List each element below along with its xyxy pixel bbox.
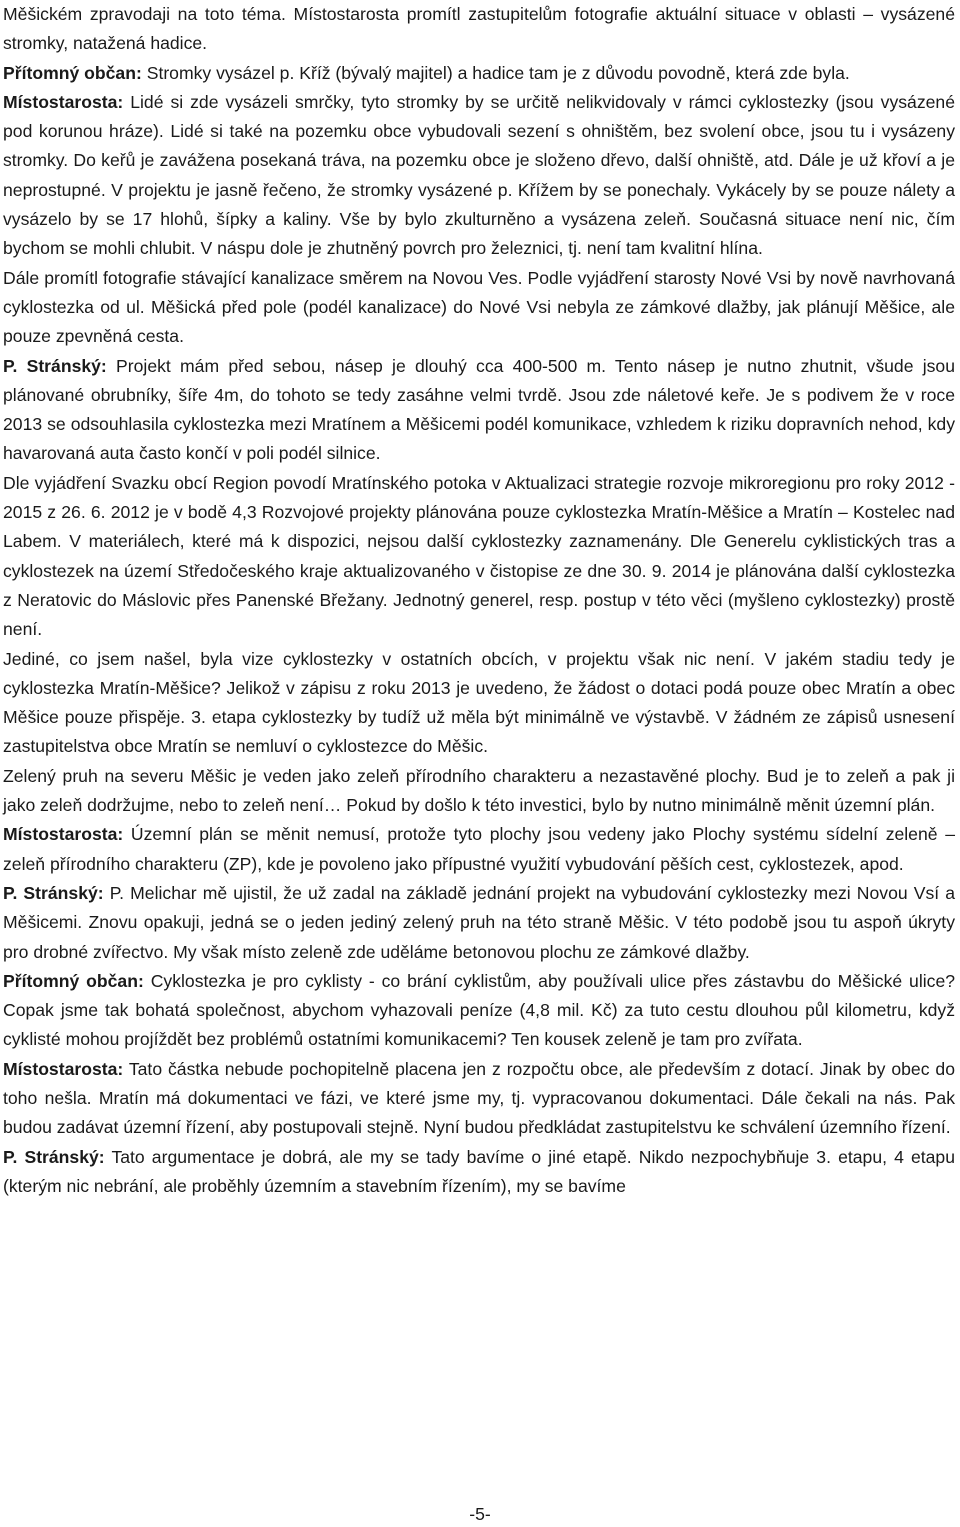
paragraph-7 — [3, 645, 955, 762]
speaker-label: Místostarosta: — [3, 1058, 124, 1079]
speaker-label: Přítomný občan: — [3, 62, 142, 83]
page-number: -5- — [469, 1504, 491, 1524]
paragraph-9 — [3, 820, 955, 879]
paragraph-text: Stromky vysázel p. Kříž (bývalý majitel) a hadice tam je z důvodu povodně, která zde byla. — [146, 62, 850, 83]
paragraph-11 — [3, 967, 955, 1055]
paragraph-text: Jediné, co jsem našel, byla vize cyklostezky v ostatních obcích, v projektu však nic není. V jakém stadiu tedy je cyklostezka Mratín-Měšice? Jelikož v zápisu z roku 2013 je uvedeno, že žádost o dotaci podá pouze obec Mratín a obec Měšice pouze přispěje. 3. etapa cyklostezky by tudíž už měla být minimálně ve výstavbě. V žádném ze zápisů usnesení zastupitelstva obce Mratín se nemluví o cyklostezce do Měšic. — [3, 648, 955, 757]
paragraph-4 — [3, 264, 955, 352]
speaker-label: Místostarosta: — [3, 91, 124, 112]
paragraph-text: Tato argumentace je dobrá, ale my se tady bavíme o jiné etapě. Nikdo nezpochybňuje 3. etapu, 4 etapu (kterým nic nebrání, ale proběhly územním a stavebním řízením), my se bavíme — [3, 1146, 956, 1196]
paragraph-text: Dále promítl fotografie stávající kanalizace směrem na Novou Ves. Podle vyjádření starosty Nové Vsi by nově navrhovaná cyklostezka od ul. Měšická před pole (podél kanalizace) do Nové Vsi nebyla ze zámkové dlažby, jak plánují Měšice, ale pouze zpevněná cesta. — [3, 267, 955, 347]
paragraph-10 — [3, 879, 955, 967]
paragraph-text: Lidé si zde vysázeli smrčky, tyto stromky by se určitě nelikvidovaly v rámci cyklostezky (jsou vysázené pod korunou hráze). Lidé si také na pozemku obce vybudovali sezení s ohništěm, bez svolení obce, jsou tu i vysázeny stromky. Do keřů je zavážena posekaná tráva, na pozemku obce je složeno dřevo, další ohniště, atd. Dále je už křoví a je neprostupné. V projektu je jasně řečeno, že stromky vysázené p. Křížem by se ponechaly. Vykácely by se pouze nálety a vysázelo by se 17 hlohů, šípky a kaliny. Vše by bylo zkulturněno a vysázena zeleň. Současná situace není nic, čím bychom se mohli chlubit. V náspu dole je zhutněný povrch pro železnici, tj. není tam kvalitní hlína. — [3, 91, 955, 259]
paragraph-5 — [3, 352, 955, 469]
paragraph-text: Dle vyjádření Svazku obcí Region povodí Mratínského potoka v Aktualizaci strategie rozvoje mikroregionu pro roky 2012 - 2015 z 26. 6. 2012 je v bodě 4,3 Rozvojové projekty plánována pouze cyklostezka Mratín-Měšice a Mratín – Kostelec nad Labem. V materiálech, které má k dispozici, nejsou další cyklostezky zaznamenány. Dle Generelu cyklistických tras a cyklostezek na území Středočeského kraje aktualizovaného v čistopise ze dne 30. 9. 2014 je plánována další cyklostezka z Neratovic do Máslovic přes Panenské Břežany. Jednotný generel, resp. postup v této věci (myšleno cyklostezky) prostě není. — [3, 472, 955, 640]
speaker-label: P. Stránský: — [3, 1146, 105, 1167]
speaker-label: P. Stránský: — [3, 355, 107, 376]
paragraph-12 — [3, 1055, 955, 1143]
paragraph-text: Zelený pruh na severu Měšic je veden jako zeleň přírodního charakteru a nezastavěné plochy. Bud je to zeleň a pak ji jako zeleň dodržujme, nebo to zeleň není… Pokud by došlo k této investici, bylo by nutno minimálně měnit územní plán. — [3, 765, 955, 816]
paragraph-13 — [3, 1143, 955, 1202]
paragraph-text: Projekt mám před sebou, násep je dlouhý cca 400-500 m. Tento násep je nutno zhutnit, všude jsou plánované obrubníky, šíře 4m, do tohoto se tedy zasáhne velmi tvrdě. Jsou zde náletové keře. Je s podivem že v roce 2013 se odsouhlasila cyklostezka mezi Mratínem a Měšicemi podél komunikace, vzhledem k riziku dopravních nehod, kdy havarovaná auta často končí v poli podél silnice. — [3, 355, 955, 464]
speaker-label: Místostarosta: — [3, 824, 124, 845]
paragraph-text: P. Melichar mě ujistil, že už zadal na základě jednání projekt na vybudování cyklostezky mezi Novou Vsí a Měšicemi. Znovu opakuji, jedná se o jeden jediný zelený pruh na této straně Měšic. V této podobě jsou tu aspoň úkryty pro drobné zvířectvo. My však místo zeleně zde uděláme betonovou plochu ze zámkové dlažby. — [3, 882, 956, 962]
paragraph-1 — [3, 0, 955, 59]
paragraph-text: Tato částka nebude pochopitelně placena jen z rozpočtu obce, ale především z dotací. Jinak by obec do toho nešla. Mratín má dokumentaci ve fázi, ve které jsme my, tj. vypracovanou dokumentaci. Dále čekali na nás. Pak budou zadávat územní řízení, aby postupovali stejně. Nyní budou předkládat zastupitelstvu ke schválení územního řízení. — [3, 1058, 955, 1138]
paragraph-3 — [3, 88, 955, 264]
paragraph-2 — [3, 59, 955, 88]
document-page — [3, 0, 955, 1201]
paragraph-text: Měšickém zpravodaji na toto téma. Místostarosta promítl zastupitelům fotografie aktuální situace v oblasti – vysázené stromky, natažená hadice. — [3, 4, 955, 54]
paragraph-text: Územní plán se měnit nemusí, protože tyto plochy jsou vedeny jako Plochy systému sídelní zeleně – zeleň přírodního charakteru (ZP), kde je povoleno jako přípustné využití vybudování pěších cest, cyklostezek, apod. — [3, 824, 955, 874]
paragraph-6 — [3, 469, 955, 645]
paragraph-8 — [3, 762, 955, 821]
paragraph-text: Cyklostezka je pro cyklisty - co brání cyklistům, aby používali ulice přes zástavbu do Měšické ulice? Copak jsme tak bohatá společnost, abychom vyhazovali peníze (4,8 mil. Kč) za tuto cestu dlouhou půl kilometru, když cyklisté mohou projíždět bez problémů ostatními komunikacemi? Ten kousek zeleně je tam pro zvířata. — [3, 970, 956, 1050]
speaker-label: Přítomný občan: — [3, 970, 144, 991]
speaker-label: P. Stránský: — [3, 882, 104, 903]
